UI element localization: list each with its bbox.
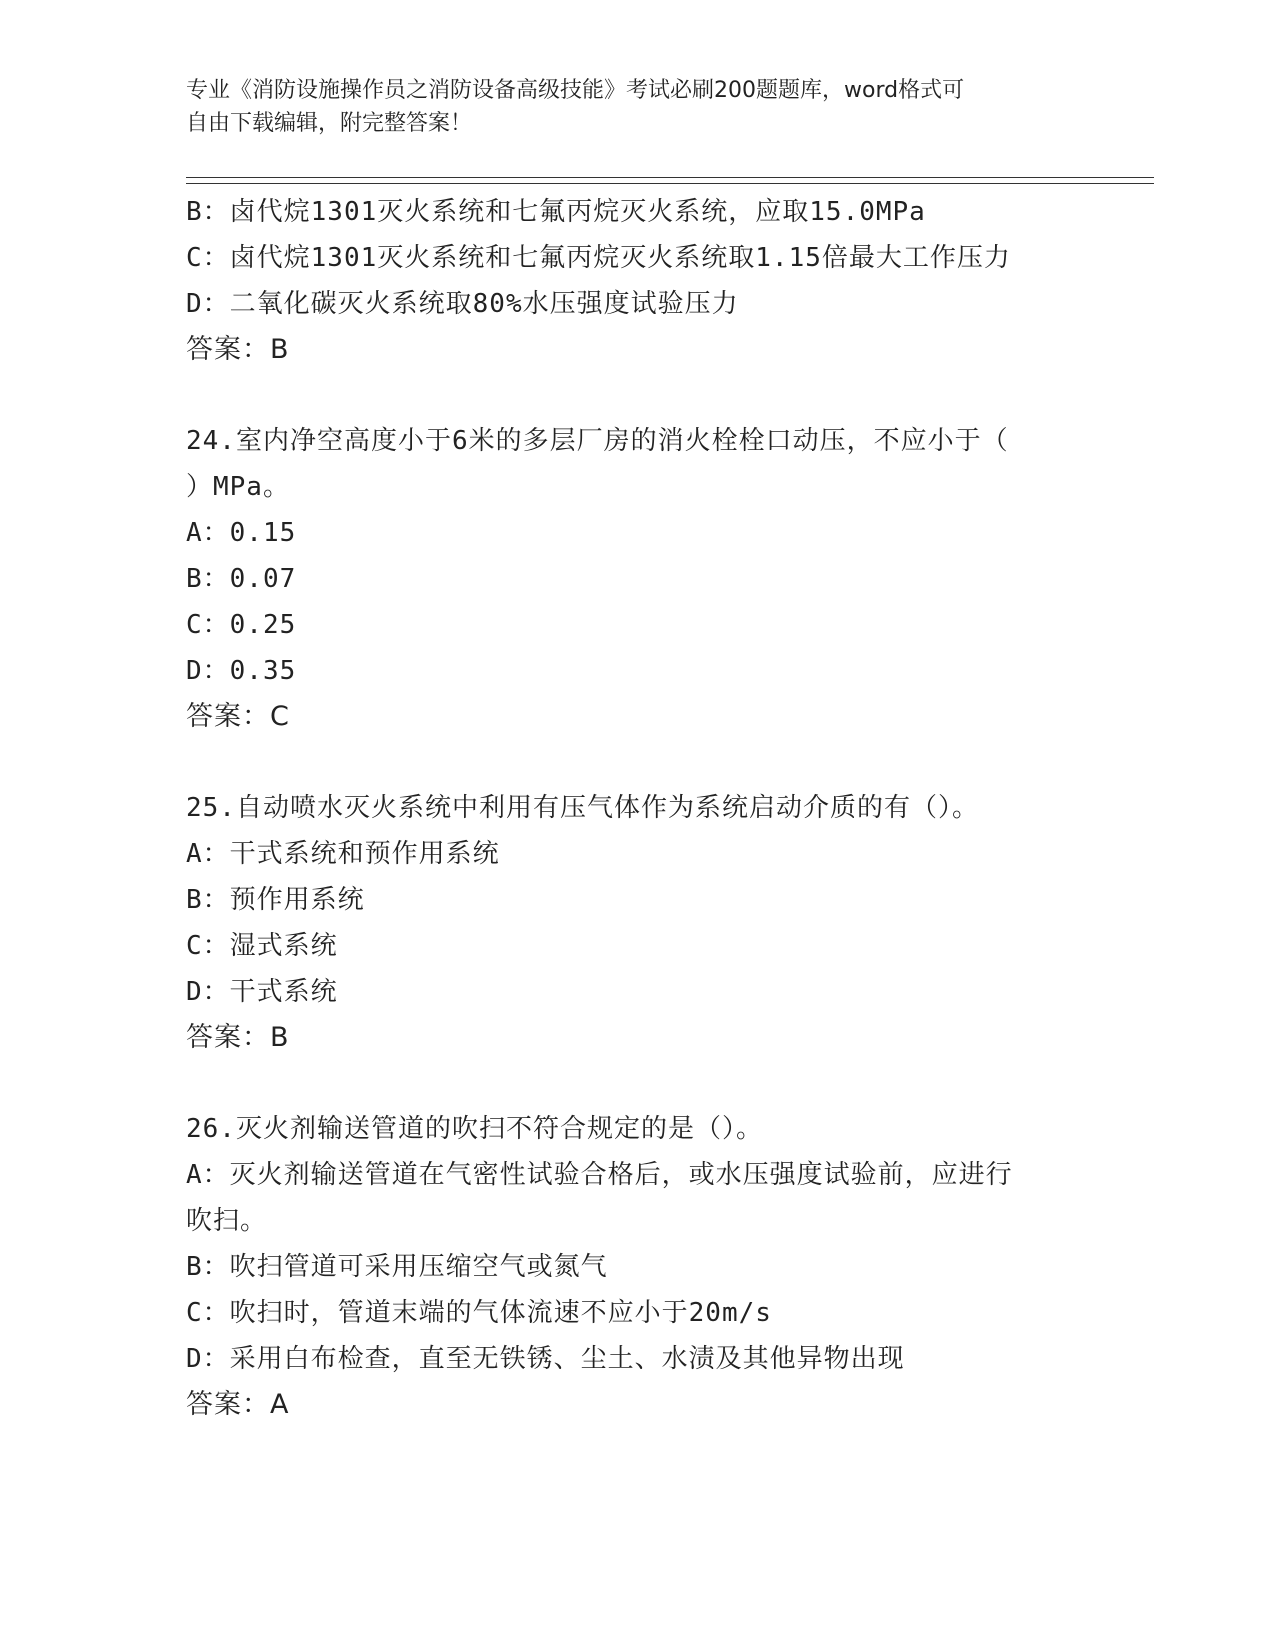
option-d: D：0.35 xyxy=(186,656,297,686)
option-d: D：干式系统 xyxy=(186,977,338,1007)
answer-line: 答案：C xyxy=(186,701,290,732)
question-block-26 xyxy=(186,1106,1086,1428)
option-c: C：湿式系统 xyxy=(186,931,338,961)
option-a: A：灭火剂输送管道在气密性试验合格后，或水压强度试验前，应进行 xyxy=(186,1160,1013,1190)
question-body xyxy=(186,189,1086,1428)
block-spacer xyxy=(186,373,1086,418)
header-rule-top xyxy=(186,177,1154,178)
question-block-23 xyxy=(186,189,1086,373)
question-stem: 25.自动喷水灭火系统中利用有压气体作为系统启动介质的有（）。 xyxy=(186,793,979,823)
question-stem: 26.灭火剂输送管道的吹扫不符合规定的是（）。 xyxy=(186,1114,763,1144)
option-b: B：吹扫管道可采用压缩空气或氮气 xyxy=(186,1252,608,1282)
option-b: B：预作用系统 xyxy=(186,885,365,915)
option-a: A：0.15 xyxy=(186,518,297,548)
question-stem-cont: ）MPa。 xyxy=(186,472,290,502)
option-c: C：吹扫时，管道末端的气体流速不应小于20m/s xyxy=(186,1298,772,1328)
question-stem: 24.室内净空高度小于6米的多层厂房的消火栓栓口动压，不应小于（ xyxy=(186,426,1009,456)
answer-line: 答案：B xyxy=(186,1022,290,1053)
option-d: D：采用白布检查，直至无铁锈、尘土、水渍及其他异物出现 xyxy=(186,1344,905,1374)
page-header xyxy=(186,74,1076,140)
header-line-2: 自由下载编辑，附完整答案！ xyxy=(186,111,473,136)
option-d: D：二氧化碳灭火系统取80%水压强度试验压力 xyxy=(186,289,739,319)
option-a: A：干式系统和预作用系统 xyxy=(186,839,500,869)
option-b: B：卤代烷1301灭火系统和七氟丙烷灭火系统，应取15.0MPa xyxy=(186,197,926,227)
question-block-24 xyxy=(186,418,1086,740)
block-spacer xyxy=(186,1061,1086,1106)
option-c: C：0.25 xyxy=(186,610,297,640)
answer-line: 答案：B xyxy=(186,334,290,365)
header-rule-bottom xyxy=(186,183,1154,184)
question-block-25 xyxy=(186,785,1086,1061)
block-spacer xyxy=(186,740,1086,785)
option-c: C：卤代烷1301灭火系统和七氟丙烷灭火系统取1.15倍最大工作压力 xyxy=(186,243,1011,273)
option-a-cont: 吹扫。 xyxy=(186,1206,268,1236)
header-line-1: 专业《消防设施操作员之消防设备高级技能》考试必刷200题题库，word格式可 xyxy=(186,78,965,103)
option-b: B：0.07 xyxy=(186,564,297,594)
answer-line: 答案：A xyxy=(186,1389,290,1420)
